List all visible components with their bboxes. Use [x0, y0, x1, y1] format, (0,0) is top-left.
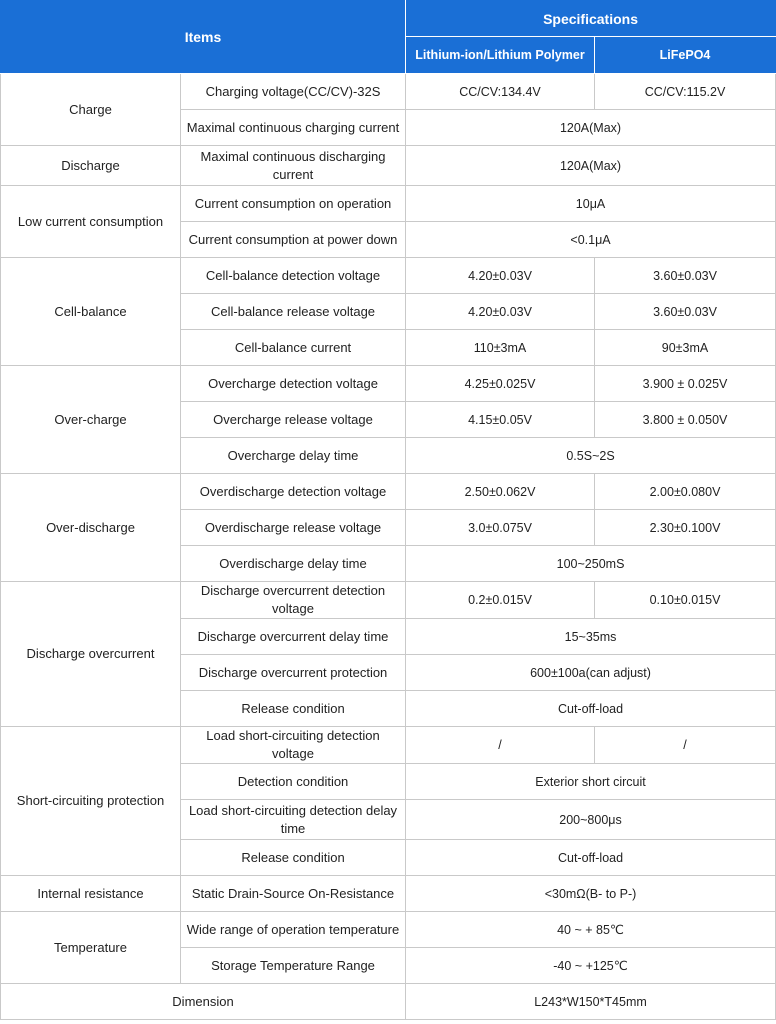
value-lifepo4: 2.00±0.080V	[595, 474, 776, 510]
value-shared: -40 ~ +125℃	[406, 948, 776, 984]
value-lifepo4: 3.900 ± 0.025V	[595, 366, 776, 402]
group-label-internal-resistance: Internal resistance	[1, 876, 181, 912]
value-lithium: 4.20±0.03V	[406, 258, 595, 294]
value-lifepo4: 0.10±0.015V	[595, 582, 776, 619]
value-shared: 120A(Max)	[406, 110, 776, 146]
row-label: Release condition	[181, 691, 406, 727]
value-shared: 120A(Max)	[406, 146, 776, 186]
table-row	[1, 186, 776, 222]
table-row	[1, 912, 776, 948]
group-label-charge: Charge	[1, 74, 181, 146]
row-label: Overdischarge detection voltage	[181, 474, 406, 510]
row-label: Maximal continuous discharging current	[181, 146, 406, 186]
value-shared: 0.5S~2S	[406, 438, 776, 474]
table-row	[1, 474, 776, 510]
table-row	[1, 984, 776, 1020]
value-lifepo4: 3.60±0.03V	[595, 258, 776, 294]
value-shared: Cut-off-load	[406, 691, 776, 727]
row-label: Static Drain-Source On-Resistance	[181, 876, 406, 912]
row-label: Detection condition	[181, 764, 406, 800]
value-lifepo4: /	[595, 727, 776, 764]
value-lithium: 4.20±0.03V	[406, 294, 595, 330]
table-row	[1, 258, 776, 294]
value-lithium: 4.25±0.025V	[406, 366, 595, 402]
row-label: Maximal continuous charging current	[181, 110, 406, 146]
row-label: Current consumption at power down	[181, 222, 406, 258]
row-label: Overcharge detection voltage	[181, 366, 406, 402]
value-lifepo4: CC/CV:115.2V	[595, 74, 776, 110]
table-row	[1, 74, 776, 110]
row-label: Load short-circuiting detection delay time	[181, 800, 406, 840]
specifications-header: Specifications	[406, 1, 776, 37]
row-label: Discharge overcurrent protection	[181, 655, 406, 691]
value-lithium: 0.2±0.015V	[406, 582, 595, 619]
lifepo4-column-header: LiFePO4	[595, 37, 776, 74]
table-row	[1, 876, 776, 912]
group-label-low-current: Low current consumption	[1, 186, 181, 258]
row-label: Current consumption on operation	[181, 186, 406, 222]
value-lifepo4: 2.30±0.100V	[595, 510, 776, 546]
row-label: Discharge overcurrent detection voltage	[181, 582, 406, 619]
row-label: Overcharge delay time	[181, 438, 406, 474]
group-label-short-circuit: Short-circuiting protection	[1, 727, 181, 876]
value-shared: 10μA	[406, 186, 776, 222]
value-shared: 200~800μs	[406, 800, 776, 840]
table-row	[1, 366, 776, 402]
value-shared: Exterior short circuit	[406, 764, 776, 800]
group-label-over-discharge: Over-discharge	[1, 474, 181, 582]
group-label-dimension: Dimension	[1, 984, 406, 1020]
table-row	[1, 582, 776, 619]
value-lithium: CC/CV:134.4V	[406, 74, 595, 110]
row-label: Wide range of operation temperature	[181, 912, 406, 948]
value-lithium: 3.0±0.075V	[406, 510, 595, 546]
items-header: Items	[1, 1, 406, 74]
row-label: Release condition	[181, 840, 406, 876]
value-lithium: 110±3mA	[406, 330, 595, 366]
table-row	[1, 146, 776, 186]
row-label: Load short-circuiting detection voltage	[181, 727, 406, 764]
row-label: Discharge overcurrent delay time	[181, 619, 406, 655]
value-lithium: 2.50±0.062V	[406, 474, 595, 510]
value-shared: <30mΩ(B- to P-)	[406, 876, 776, 912]
value-shared: 15~35ms	[406, 619, 776, 655]
value-shared: <0.1μA	[406, 222, 776, 258]
group-label-discharge: Discharge	[1, 146, 181, 186]
value-lithium: /	[406, 727, 595, 764]
row-label: Cell-balance current	[181, 330, 406, 366]
value-lifepo4: 3.800 ± 0.050V	[595, 402, 776, 438]
value-shared: Cut-off-load	[406, 840, 776, 876]
value-lithium: 4.15±0.05V	[406, 402, 595, 438]
value-lifepo4: 90±3mA	[595, 330, 776, 366]
row-label: Overcharge release voltage	[181, 402, 406, 438]
value-shared: L243*W150*T45mm	[406, 984, 776, 1020]
group-label-temperature: Temperature	[1, 912, 181, 984]
row-label: Cell-balance detection voltage	[181, 258, 406, 294]
value-shared: 100~250mS	[406, 546, 776, 582]
row-label: Cell-balance release voltage	[181, 294, 406, 330]
row-label: Overdischarge release voltage	[181, 510, 406, 546]
row-label: Storage Temperature Range	[181, 948, 406, 984]
group-label-cell-balance: Cell-balance	[1, 258, 181, 366]
row-label: Overdischarge delay time	[181, 546, 406, 582]
table-row	[1, 727, 776, 764]
value-shared: 40 ~ + 85℃	[406, 912, 776, 948]
value-shared: 600±100a(can adjust)	[406, 655, 776, 691]
row-label: Charging voltage(CC/CV)-32S	[181, 74, 406, 110]
lithium-ion-column-header: Lithium-ion/Lithium Polymer	[406, 37, 595, 74]
group-label-discharge-overcurrent: Discharge overcurrent	[1, 582, 181, 727]
group-label-over-charge: Over-charge	[1, 366, 181, 474]
value-lifepo4: 3.60±0.03V	[595, 294, 776, 330]
